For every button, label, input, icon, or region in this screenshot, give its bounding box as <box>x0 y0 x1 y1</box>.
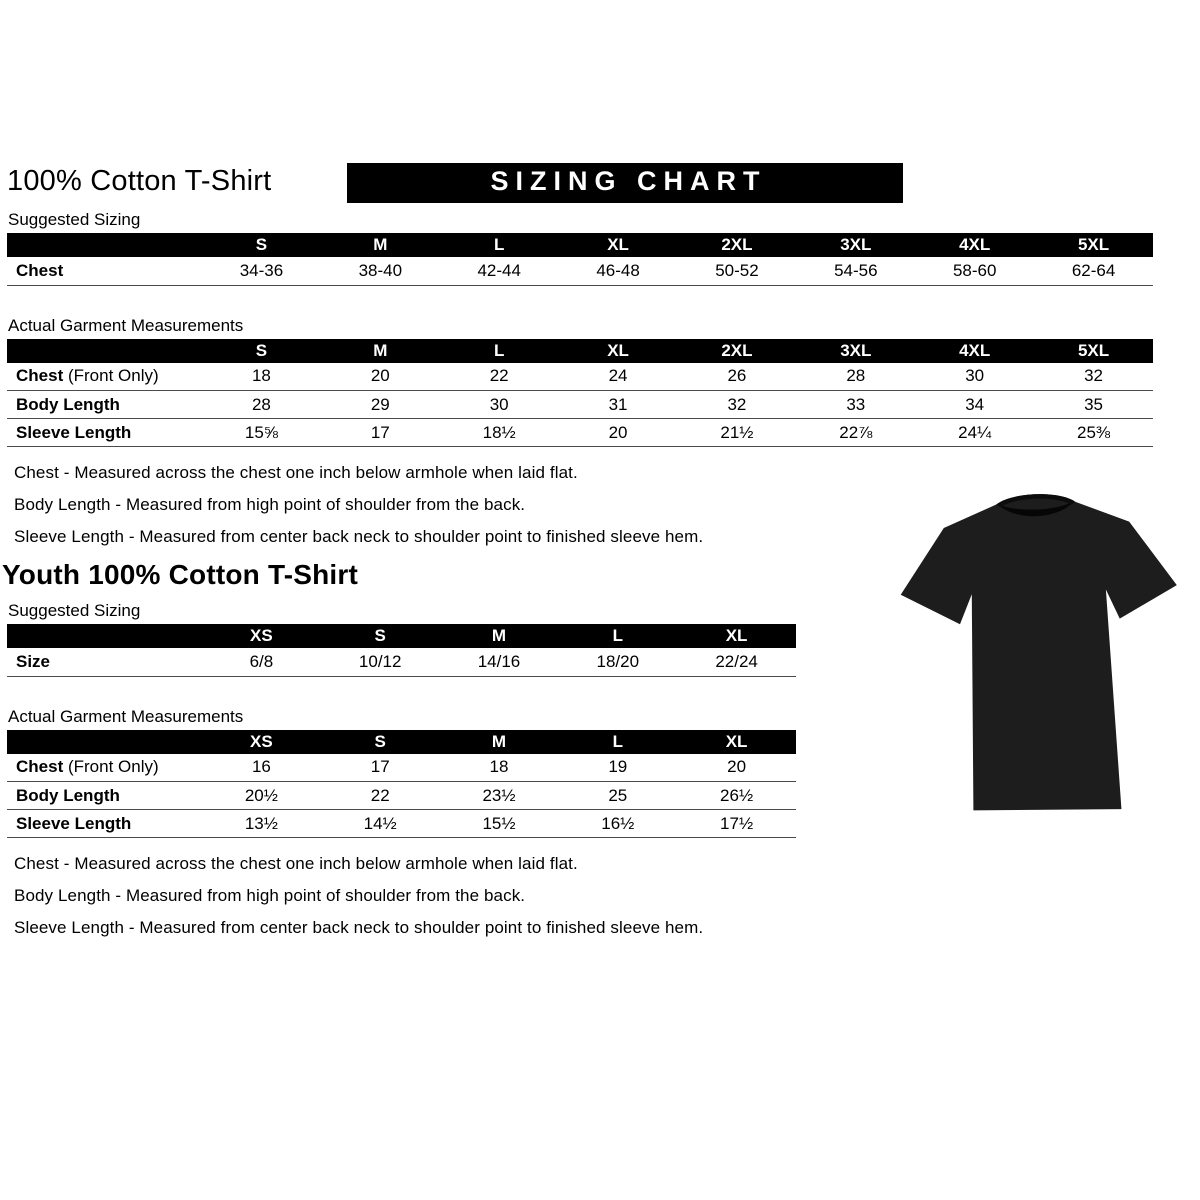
size-value-cell: 62-64 <box>1071 260 1116 280</box>
sleeve-length-note: Sleeve Length - Measured from center back neck to shoulder point to finished sleeve hem. <box>14 527 704 546</box>
size-value-cell: 14/16 <box>477 651 521 671</box>
size-value-cell: 15⅝ <box>244 422 278 442</box>
size-column-header: 3XL <box>796 339 915 363</box>
size-column-header: 4XL <box>915 339 1034 363</box>
chest-note: Chest - Measured across the chest one inch below armhole when laid flat. <box>14 854 578 873</box>
black-tshirt-image <box>887 463 1196 845</box>
adult-actual-measurements-label: Actual Garment Measurements <box>8 315 244 335</box>
size-column-header: L <box>440 233 559 257</box>
size-value-cell: 25⅜ <box>1077 422 1111 442</box>
youth-garment-measurements-table <box>7 730 796 839</box>
youth-section-title: Youth 100% Cotton T-Shirt <box>2 559 359 590</box>
size-value-cell: 20 <box>370 366 390 386</box>
size-value-cell: 10/12 <box>358 651 402 671</box>
header-row <box>7 233 1153 257</box>
size-value-cell: 20½ <box>244 785 278 805</box>
size-value-cell: 29 <box>370 394 390 414</box>
table-row <box>7 391 1153 419</box>
row-label-column-header <box>7 730 202 754</box>
size-value-cell: 33 <box>846 394 866 414</box>
size-column-header: S <box>202 339 321 363</box>
size-column-header: 3XL <box>796 233 915 257</box>
size-value-cell: 32 <box>727 394 747 414</box>
youth-actual-measurements-label: Actual Garment Measurements <box>8 706 244 726</box>
row-label-column-header <box>7 233 202 257</box>
youth-suggested-sizing-label: Suggested Sizing <box>8 601 141 620</box>
table-row <box>7 810 796 838</box>
size-value-cell: 30 <box>965 366 985 386</box>
row-label-text: Chest <box>16 757 64 777</box>
size-value-cell: 6/8 <box>249 651 274 671</box>
size-column-header: XL <box>559 233 678 257</box>
size-value-cell: 16½ <box>601 813 635 833</box>
size-value-cell: 23½ <box>482 785 516 805</box>
size-column-header: M <box>440 624 559 648</box>
size-value-cell: 22 <box>370 785 390 805</box>
table-row <box>7 363 1153 391</box>
size-value-cell: 50-52 <box>715 260 759 280</box>
chest-note: Chest - Measured across the chest one inch below armhole when laid flat. <box>14 463 578 482</box>
size-column-header: S <box>202 233 321 257</box>
tshirt-body-shape <box>897 489 1184 816</box>
row-label <box>7 257 202 285</box>
youth-suggested-sizing-table <box>7 624 796 677</box>
row-label <box>7 391 202 419</box>
header-row <box>7 339 1153 363</box>
adult-garment-measurements-table <box>7 339 1153 448</box>
size-value-cell: 18 <box>251 366 271 386</box>
size-column-header: 2XL <box>678 233 797 257</box>
size-value-cell: 24¼ <box>958 422 992 442</box>
size-column-header: XS <box>202 624 321 648</box>
size-column-header: S <box>321 624 440 648</box>
sleeve-length-note: Sleeve Length - Measured from center back neck to shoulder point to finished sleeve hem. <box>14 918 704 937</box>
size-column-header: 2XL <box>678 339 797 363</box>
size-value-cell: 46-48 <box>596 260 640 280</box>
row-label-text: Sleeve Length <box>16 813 132 833</box>
size-value-cell: 25 <box>608 785 628 805</box>
row-label <box>7 810 202 838</box>
row-label-text: Size <box>16 651 51 671</box>
body-length-note: Body Length - Measured from high point of shoulder from the back. <box>14 495 526 514</box>
table-row <box>7 782 796 810</box>
row-label <box>7 782 202 810</box>
page-header <box>7 163 1156 203</box>
size-value-cell: 28 <box>251 394 271 414</box>
adult-suggested-sizing-table <box>7 233 1153 286</box>
size-value-cell: 28 <box>846 366 866 386</box>
table-row <box>7 754 796 782</box>
size-value-cell: 17½ <box>720 813 754 833</box>
size-column-header: XL <box>677 730 796 754</box>
size-value-cell: 58-60 <box>952 260 997 280</box>
size-column-header: 5XL <box>1034 233 1153 257</box>
table-row <box>7 648 796 676</box>
row-label <box>7 419 202 447</box>
size-value-cell: 26 <box>727 366 747 386</box>
size-value-cell: 30 <box>489 394 509 414</box>
size-value-cell: 34-36 <box>239 260 284 280</box>
table-row <box>7 419 1153 447</box>
size-value-cell: 14½ <box>363 813 397 833</box>
size-column-header: M <box>321 339 440 363</box>
row-label-column-header <box>7 624 202 648</box>
size-value-cell: 16 <box>251 757 271 777</box>
size-value-cell: 17 <box>370 757 390 777</box>
row-label <box>7 648 202 676</box>
row-label-text: Sleeve Length <box>16 422 132 442</box>
size-column-header: XL <box>677 624 796 648</box>
size-column-header: L <box>558 624 677 648</box>
header-row <box>7 730 796 754</box>
size-value-cell: 20 <box>608 422 628 442</box>
size-value-cell: 22/24 <box>715 651 758 671</box>
size-value-cell: 35 <box>1084 394 1104 414</box>
youth-measurement-notes <box>14 854 1156 938</box>
size-value-cell: 13½ <box>244 813 278 833</box>
size-value-cell: 24 <box>608 366 628 386</box>
adult-suggested-sizing-label: Suggested Sizing <box>8 210 141 229</box>
size-column-header: L <box>558 730 677 754</box>
row-label-text: Chest <box>16 260 64 280</box>
size-value-cell: 22⅞ <box>839 422 873 442</box>
row-label <box>7 754 202 782</box>
size-value-cell: 17 <box>370 422 390 442</box>
size-value-cell: 15½ <box>482 813 516 833</box>
size-value-cell: 38-40 <box>358 260 403 280</box>
size-value-cell: 32 <box>1084 366 1104 386</box>
size-column-header: XS <box>202 730 321 754</box>
size-value-cell: 19 <box>608 757 628 777</box>
size-value-cell: 42-44 <box>477 260 521 280</box>
size-column-header: S <box>321 730 440 754</box>
body-length-note: Body Length - Measured from high point of shoulder from the back. <box>14 886 526 905</box>
size-column-header: L <box>440 339 559 363</box>
size-value-cell: 18/20 <box>596 651 640 671</box>
row-label-suffix-text: (Front Only) <box>63 366 159 386</box>
header-row <box>7 624 796 648</box>
size-column-header: XL <box>559 339 678 363</box>
size-value-cell: 31 <box>608 394 628 414</box>
size-value-cell: 20 <box>727 757 747 777</box>
size-column-header: 5XL <box>1034 339 1153 363</box>
adult-section-title: 100% Cotton T-Shirt <box>7 165 272 197</box>
sizing-chart-banner: SIZING CHART <box>347 163 903 203</box>
size-value-cell: 34 <box>965 394 985 414</box>
size-column-header: M <box>321 233 440 257</box>
size-column-header: 4XL <box>915 233 1034 257</box>
size-value-cell: 21½ <box>720 422 754 442</box>
row-label-text: Body Length <box>16 394 120 414</box>
table-row <box>7 257 1153 285</box>
size-value-cell: 26½ <box>720 785 754 805</box>
size-column-header: M <box>440 730 559 754</box>
row-label-text: Body Length <box>16 785 120 805</box>
row-label-text: Chest <box>16 366 64 386</box>
size-value-cell: 22 <box>489 366 509 386</box>
row-label-suffix-text: (Front Only) <box>63 757 159 777</box>
size-value-cell: 18½ <box>482 422 516 442</box>
row-label-column-header <box>7 339 202 363</box>
row-label <box>7 363 202 391</box>
size-value-cell: 54-56 <box>834 260 878 280</box>
size-value-cell: 18 <box>489 757 509 777</box>
